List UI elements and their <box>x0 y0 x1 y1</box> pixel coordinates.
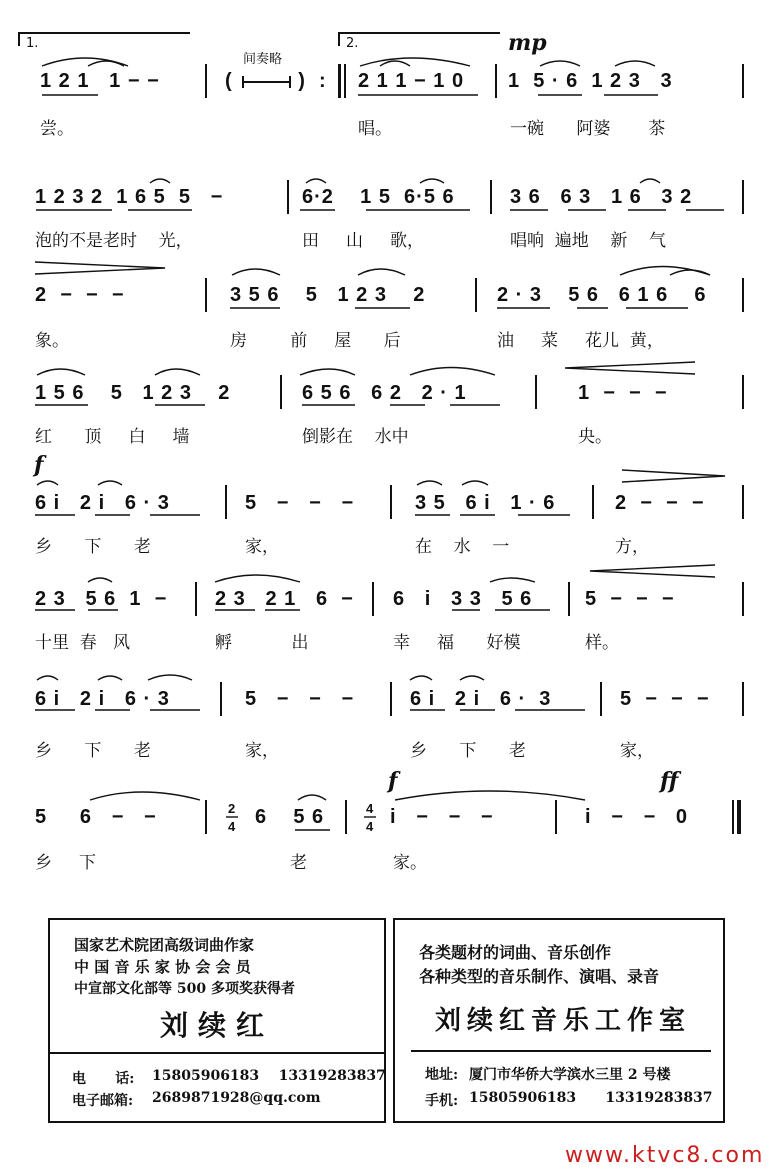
notes-row6-m4: 5 − − − <box>585 588 675 610</box>
barline <box>742 582 744 616</box>
barline <box>280 375 282 409</box>
notes-row8-m4: i − − 0 <box>585 806 689 828</box>
author-info-box <box>48 918 386 1123</box>
barline <box>742 485 744 519</box>
lyrics-row1-b: 唱。 <box>358 119 392 139</box>
barline <box>287 180 289 214</box>
studio-desc-1: 各类题材的词曲、音乐创作 <box>419 943 612 962</box>
email-label: 电子邮箱: <box>72 1093 134 1109</box>
notes-row3-m2: 3 5 6 5 1 2 3 2 <box>230 284 426 306</box>
phone-value: 15805906183 13319283837 <box>152 1068 386 1084</box>
notes-row8-m3: i − − − <box>390 806 494 828</box>
barline <box>742 375 744 409</box>
barline <box>390 485 392 519</box>
barline <box>220 682 222 716</box>
barline <box>592 485 594 519</box>
notes-row7-m3: 6 i 2 i 6 · 3 <box>410 688 552 710</box>
lyrics-row6-b: 孵 出 <box>215 633 309 653</box>
barline <box>195 582 197 616</box>
notes-row6-m3: 6 i 3 3 5 6 <box>393 588 533 610</box>
time-sig-4-4-top: 4 <box>366 801 374 816</box>
notes-row6-m2: 2 3 2 1 6 − <box>215 588 354 610</box>
barline <box>742 278 744 312</box>
dynamic-ff: ff <box>660 768 679 794</box>
notes-row5-m4: 2 − − − <box>615 492 705 514</box>
lyrics-row1-c: 一碗 阿婆 茶 <box>510 119 666 139</box>
notes-row3-m3: 2 · 3 5 6 6 1 6 6 <box>497 284 707 306</box>
barline <box>205 64 207 98</box>
notes-row4-m1: 1 5 6 5 1 2 3 2 <box>35 382 231 404</box>
lyrics-row8-a: 乡 下 <box>35 853 97 873</box>
box-divider <box>50 1052 384 1054</box>
barline-repeat <box>344 64 346 98</box>
notes-row1-m4: 1 5 · 6 1 2 3 3 <box>508 70 673 92</box>
lyrics-row3-c: 油 菜 花儿 黄， <box>497 331 664 351</box>
author-title-2: 中 国 音 乐 家 协 会 会 员 <box>74 958 251 976</box>
studio-desc-2: 各种类型的音乐制作、演唱、录音 <box>419 967 660 986</box>
address-value: 厦门市华侨大学滨水三里 2 号楼 <box>469 1067 671 1083</box>
barline <box>742 180 744 214</box>
lyrics-row8-b: 老 <box>290 853 307 873</box>
notes-row1-m2: ( ) : <box>225 70 327 92</box>
barline <box>225 485 227 519</box>
lyrics-row5-d: 方， <box>615 537 649 557</box>
notes-row7-m4: 5 − − − <box>620 688 710 710</box>
watermark-url: www.ktvc8.com <box>565 1143 765 1168</box>
lyrics-row7-a: 乡 下 老 <box>35 741 151 761</box>
mobile-label: 手机: <box>425 1093 459 1109</box>
author-name: 刘续红 <box>160 1009 275 1042</box>
dynamic-mp: mp <box>508 30 547 56</box>
lyrics-row7-b: 家， <box>245 741 279 761</box>
notes-row1-m3: 2 1 1 − 1 0 <box>358 70 465 92</box>
notes-row5-m1: 6 i 2 i 6 · 3 <box>35 492 170 514</box>
time-sig-2-4-top: 2 <box>228 801 236 816</box>
dynamic-f: f <box>34 452 44 478</box>
lyrics-row4-b: 倒影在 水中 <box>302 427 409 447</box>
notes-row5-m3: 3 5 6 i 1 · 6 <box>415 492 556 514</box>
lyrics-row2-a: 泡的不是老时 光， <box>35 231 193 251</box>
lyrics-row6-d: 样。 <box>585 633 619 653</box>
studio-info-box <box>393 918 725 1123</box>
barline <box>475 278 477 312</box>
volta-2-label: 2. <box>346 36 359 51</box>
notes-row3-m1: 2 − − − <box>35 284 125 306</box>
barline <box>490 180 492 214</box>
lyrics-row5-a: 乡 下 老 <box>35 537 151 557</box>
notes-row4-m3: 1 − − − <box>578 382 668 404</box>
notes-row2-m3: 3 6 6 3 1 6 3 2 <box>510 186 693 208</box>
notes-row2-m1: 1 2 3 2 1 6 5 5 − <box>35 186 224 208</box>
interlude-label: 间奏略 <box>243 52 283 67</box>
lyrics-row1-a: 尝。 <box>40 119 74 139</box>
studio-name: 刘续红音乐工作室 <box>435 1006 692 1036</box>
lyrics-row3-a: 象。 <box>35 331 69 351</box>
lyrics-row6-c: 幸 福 好模 <box>393 633 521 653</box>
barline <box>372 582 374 616</box>
barline <box>742 64 744 98</box>
lyrics-row5-b: 家， <box>245 537 279 557</box>
barline-final-thin <box>732 800 734 834</box>
barline <box>600 682 602 716</box>
lyrics-row7-c: 乡 下 老 <box>410 741 526 761</box>
lyrics-row2-b: 田 山 歌， <box>302 231 425 251</box>
phone-label: 电 话: <box>72 1071 135 1087</box>
email-value: 2689871928@qq.com <box>152 1090 321 1106</box>
lyrics-row4-a: 红 顶 白 墙 <box>35 427 190 447</box>
notes-row5-m2: 5 − − − <box>245 492 355 514</box>
address-label: 地址: <box>425 1067 459 1083</box>
barline <box>345 800 347 834</box>
notes-row4-m2: 6 5 6 6 2 2 · 1 <box>302 382 467 404</box>
svg-text:4: 4 <box>366 819 374 834</box>
volta-1-label: 1. <box>26 36 39 51</box>
barline <box>555 800 557 834</box>
barline <box>205 278 207 312</box>
lyrics-row8-c: 家。 <box>393 853 427 873</box>
mobile-value: 15805906183 13319283837 <box>469 1090 713 1106</box>
barline <box>535 375 537 409</box>
svg-text:4: 4 <box>228 819 236 834</box>
box-divider <box>411 1050 711 1052</box>
author-title-3: 中宣部文化部等 500 多项奖获得者 <box>74 981 295 997</box>
notes-row2-m2: 6·2 1 5 6·5 6 <box>302 186 455 208</box>
notes-row6-m1: 2 3 5 6 1 − <box>35 588 168 610</box>
lyrics-row5-c: 在 水 一 <box>415 537 510 557</box>
barline <box>495 64 497 98</box>
dynamic-f-2: f <box>388 768 398 794</box>
barline-final-thick <box>737 800 741 834</box>
author-title-1: 国家艺术院团高级词曲作家 <box>74 936 255 954</box>
lyrics-row7-d: 家， <box>620 741 654 761</box>
notes-row8-m2: 6 5 6 <box>255 806 325 828</box>
notes-row8-m1: 5 6 − − <box>35 806 157 828</box>
lyrics-row3-b: 房 前 屋 后 <box>230 331 401 351</box>
barline <box>568 582 570 616</box>
barline <box>742 682 744 716</box>
barline <box>205 800 207 834</box>
barline-repeat <box>338 64 341 98</box>
notes-row7-m1: 6 i 2 i 6 · 3 <box>35 688 170 710</box>
notes-row7-m2: 5 − − − <box>245 688 355 710</box>
barline <box>390 682 392 716</box>
lyrics-row4-c: 央。 <box>578 427 612 447</box>
lyrics-row6-a: 十里 春 风 <box>35 633 131 653</box>
notes-row1-m1: 1 2 1 1 − − <box>40 70 160 92</box>
lyrics-row2-c: 唱响 遍地 新 气 <box>510 231 667 251</box>
